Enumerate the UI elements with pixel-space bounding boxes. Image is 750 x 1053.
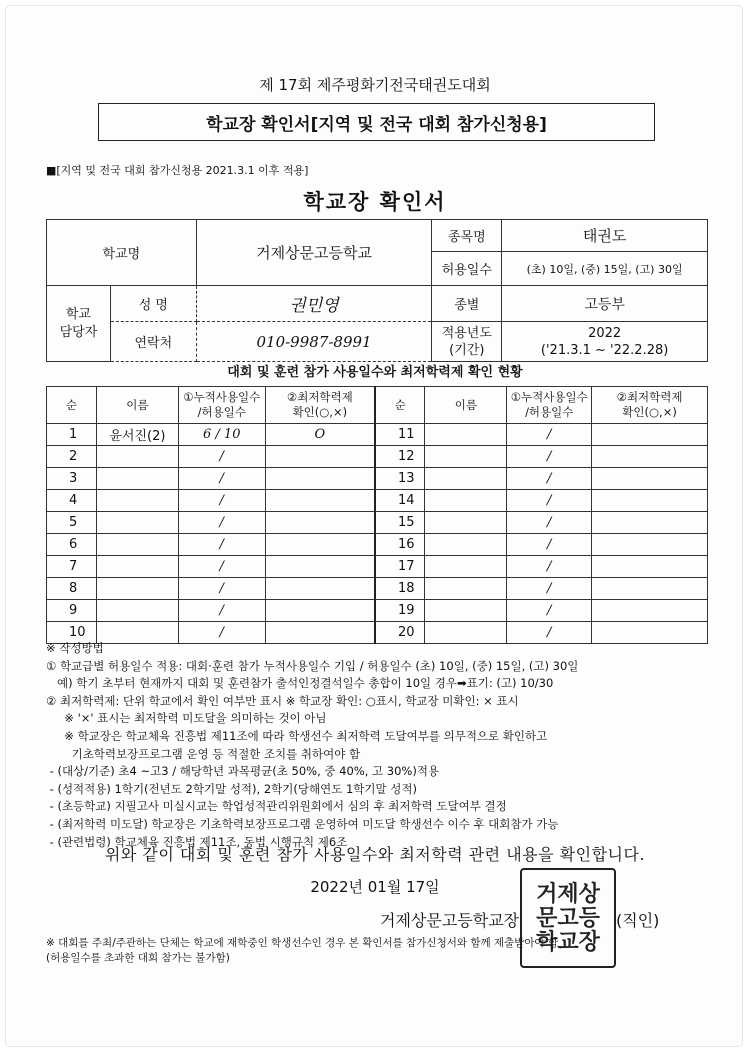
table-row bbox=[47, 512, 708, 534]
official-seal-label: (직인) bbox=[616, 911, 660, 930]
header-grade: ②최저학력제 확인(○,×) bbox=[265, 387, 375, 424]
year-value: 2022 ('21.3.1 ~ '22.2.28) bbox=[502, 322, 708, 362]
grade-check bbox=[592, 556, 708, 578]
document-title: 학교장 확인서[지역 및 전국 대회 참가신청용] bbox=[206, 114, 547, 135]
days-used: / bbox=[178, 468, 265, 490]
grade-check bbox=[265, 534, 375, 556]
days-used: / bbox=[507, 600, 592, 622]
grade-check bbox=[265, 578, 375, 600]
row-number: 12 bbox=[375, 446, 425, 468]
athlete-name bbox=[96, 556, 178, 578]
header-days: ①누적사용일수 /허용일수 bbox=[507, 387, 592, 424]
grade-check bbox=[592, 622, 708, 644]
row-number: 16 bbox=[375, 534, 425, 556]
athlete-name bbox=[425, 534, 507, 556]
days-used: / bbox=[178, 578, 265, 600]
table-row bbox=[47, 556, 708, 578]
days-used: / bbox=[507, 578, 592, 600]
table-row bbox=[47, 446, 708, 468]
days-used: / bbox=[178, 622, 265, 644]
days-used: / bbox=[507, 446, 592, 468]
row-number: 18 bbox=[375, 578, 425, 600]
header-name: 이름 bbox=[96, 387, 178, 424]
row-number: 4 bbox=[47, 490, 97, 512]
days-used: / bbox=[507, 512, 592, 534]
grade-check bbox=[592, 424, 708, 446]
instruction-line: ※ 학교장은 학교체육 진흥법 제11조에 따라 학생선수 최저학력 도달여부를 의무적으로 확인하고 bbox=[46, 728, 548, 743]
applicability-note: ■[지역 및 전국 대회 참가신청용 2021.3.1 이후 적용] bbox=[46, 164, 309, 177]
days-used: / bbox=[507, 622, 592, 644]
days-used: 6 / 10 bbox=[178, 424, 265, 446]
allowed-days-value: (초) 10일, (중) 15일, (고) 30일 bbox=[502, 252, 708, 286]
header-grade: ②최저학력제 확인(○,×) bbox=[592, 387, 708, 424]
row-number: 1 bbox=[47, 424, 97, 446]
instruction-line: - (성적적용) 1학기(전년도 2학기말 성적), 2학기(당해연도 1학기말 성적) bbox=[46, 781, 417, 796]
days-used: / bbox=[507, 534, 592, 556]
school-label: 학교명 bbox=[47, 220, 197, 286]
grade-check bbox=[265, 446, 375, 468]
main-title: 학교장 확인서 bbox=[303, 190, 447, 214]
row-number: 10 bbox=[47, 622, 97, 644]
days-used: / bbox=[507, 468, 592, 490]
table-row bbox=[47, 600, 708, 622]
row-number: 8 bbox=[47, 578, 97, 600]
sport-label: 종목명 bbox=[432, 220, 502, 252]
athlete-name bbox=[96, 468, 178, 490]
info-table bbox=[46, 219, 708, 362]
row-number: 3 bbox=[47, 468, 97, 490]
name-label: 성 명 bbox=[110, 286, 196, 322]
instruction-line: ※ '×' 표시는 최저학력 미도달을 의미하는 것이 아님 bbox=[46, 711, 327, 726]
row-number: 19 bbox=[375, 600, 425, 622]
year-label: 적용년도 (기간) bbox=[432, 322, 502, 362]
row-number: 20 bbox=[375, 622, 425, 644]
confirmation-date: 2022년 01월 17일 bbox=[310, 878, 440, 896]
row-number: 9 bbox=[47, 600, 97, 622]
grade-check bbox=[265, 490, 375, 512]
grade-check bbox=[592, 534, 708, 556]
grade-check bbox=[592, 600, 708, 622]
athlete-name bbox=[425, 600, 507, 622]
athlete-name bbox=[96, 446, 178, 468]
header-name: 이름 bbox=[425, 387, 507, 424]
athlete-name bbox=[425, 490, 507, 512]
athlete-name bbox=[425, 512, 507, 534]
division-value: 고등부 bbox=[502, 286, 708, 322]
instruction-line: - (최저학력 미도달) 학교장은 기초학력보장프로그램 운영하여 미도달 학생선수 이수 후 대회참가 가능 bbox=[46, 816, 559, 831]
days-used: / bbox=[178, 490, 265, 512]
instruction-line: ※ 작성방법 bbox=[46, 641, 104, 655]
athlete-name: 윤서진(2) bbox=[96, 424, 178, 446]
instruction-line: 예) 학기 초부터 현재까지 대회 및 훈련참가 출석인정결석일수 총합이 10일 경우➡표기: (고) 10/30 bbox=[46, 676, 554, 691]
grade-check bbox=[592, 446, 708, 468]
instruction-line: ① 학교급별 허용일수 적용: 대회·훈련 참가 누적사용일수 기입 / 허용일수 (초) 10일, (중) 15일, (고) 30일 bbox=[46, 658, 579, 673]
days-used: / bbox=[178, 600, 265, 622]
athlete-name bbox=[96, 534, 178, 556]
phone-label: 연락처 bbox=[110, 322, 196, 362]
athlete-name bbox=[425, 468, 507, 490]
days-used: / bbox=[178, 512, 265, 534]
phone-value: 010-9987-8991 bbox=[196, 322, 432, 362]
row-number: 15 bbox=[375, 512, 425, 534]
row-number: 13 bbox=[375, 468, 425, 490]
row-number: 6 bbox=[47, 534, 97, 556]
footnote-line: (허용일수를 초과한 대회 참가는 불가함) bbox=[46, 952, 230, 964]
table-row bbox=[47, 468, 708, 490]
instruction-line: 기초학력보장프로그램 운영 등 적절한 조치를 취하여야 함 bbox=[46, 746, 361, 761]
row-number: 11 bbox=[375, 424, 425, 446]
athlete-name bbox=[425, 578, 507, 600]
row-number: 2 bbox=[47, 446, 97, 468]
days-used: / bbox=[178, 534, 265, 556]
days-used: / bbox=[507, 490, 592, 512]
writing-instructions bbox=[46, 640, 578, 851]
days-used: / bbox=[507, 424, 592, 446]
instruction-line: - (대상/기준) 초4 ~고3 / 해당학년 과목평균(초 50%, 중 40%, 고 30%)적용 bbox=[46, 764, 440, 779]
seal-text: 거제상문고등학교장 bbox=[536, 881, 600, 955]
row-number: 14 bbox=[375, 490, 425, 512]
table-row bbox=[47, 490, 708, 512]
header-no: 순 bbox=[47, 387, 97, 424]
grade-check bbox=[592, 512, 708, 534]
athlete-name bbox=[96, 490, 178, 512]
athlete-name bbox=[96, 512, 178, 534]
athlete-name bbox=[96, 578, 178, 600]
days-used: / bbox=[178, 556, 265, 578]
table-row bbox=[47, 424, 708, 446]
grade-check bbox=[592, 490, 708, 512]
instruction-line: - (관련법령) 학교체육 진흥법 제11조, 동법 시행규칙 제6조 bbox=[46, 834, 348, 849]
instruction-line: ② 최저학력제: 단위 학교에서 확인 여부만 표시 ※ 학교장 확인: ○표시, 학교장 미확인: × 표시 bbox=[46, 693, 519, 708]
grade-check bbox=[265, 600, 375, 622]
grade-check: O bbox=[265, 424, 375, 446]
days-used: / bbox=[178, 446, 265, 468]
sport-value: 태권도 bbox=[502, 220, 708, 252]
athlete-name bbox=[96, 600, 178, 622]
event-title: 제 17회 제주평화기전국태권도대회 bbox=[259, 76, 491, 94]
document-title-box bbox=[98, 103, 655, 141]
athlete-name bbox=[425, 446, 507, 468]
principal-signature-line: 거제상문고등학교장 bbox=[380, 911, 520, 930]
status-table-title: 대회 및 훈련 참가 사용일수와 최저학력제 확인 현황 bbox=[227, 365, 523, 380]
footnote-line: ※ 대회를 주최/주관하는 단체는 학교에 재학중인 학생선수인 경우 본 확인서를 참가신청서와 함께 제출받아야 함 bbox=[46, 937, 559, 949]
confirmation-statement: 위와 같이 대회 및 훈련 참가 사용일수와 최저학력 관련 내용을 확인합니다. bbox=[104, 845, 646, 864]
name-value: 권민영 bbox=[196, 286, 432, 322]
grade-check bbox=[592, 468, 708, 490]
row-number: 17 bbox=[375, 556, 425, 578]
grade-check bbox=[265, 556, 375, 578]
allowed-days-label: 허용일수 bbox=[432, 252, 502, 286]
status-table-header bbox=[47, 387, 708, 424]
table-row bbox=[47, 534, 708, 556]
status-table bbox=[46, 386, 708, 644]
grade-check bbox=[592, 578, 708, 600]
table-row bbox=[47, 578, 708, 600]
athlete-name bbox=[425, 556, 507, 578]
athlete-name bbox=[425, 424, 507, 446]
header-no: 순 bbox=[375, 387, 425, 424]
row-number: 5 bbox=[47, 512, 97, 534]
school-value: 거제상문고등학교 bbox=[196, 220, 432, 286]
footnote bbox=[46, 936, 558, 966]
days-used: / bbox=[507, 556, 592, 578]
division-label: 종별 bbox=[432, 286, 502, 322]
grade-check bbox=[265, 512, 375, 534]
grade-check bbox=[265, 468, 375, 490]
school-contact-label: 학교 담당자 bbox=[47, 286, 111, 362]
instruction-line: - (초등학교) 지필고사 미실시교는 학업성적관리위원회에서 심의 후 최저학력 도달여부 결정 bbox=[46, 799, 507, 814]
header-days: ①누적사용일수 /허용일수 bbox=[178, 387, 265, 424]
row-number: 7 bbox=[47, 556, 97, 578]
